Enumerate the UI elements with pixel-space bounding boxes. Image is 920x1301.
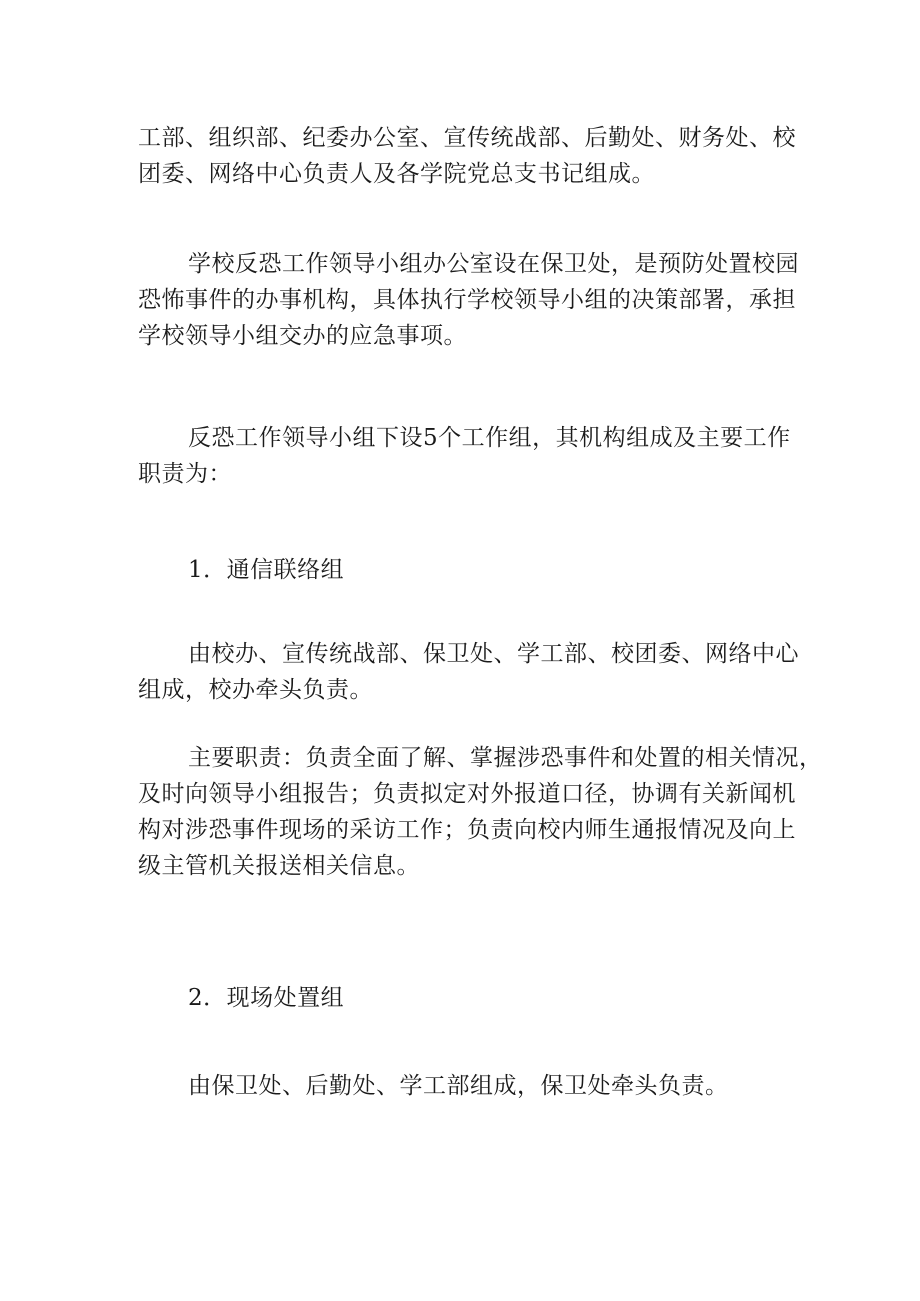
paragraph-members-continued: [138, 120, 796, 192]
text-line: 由校办、宣传统战部、保卫处、学工部、校团委、网络中心: [188, 641, 799, 667]
text-line: 学校领导小组交办的应急事项。: [138, 323, 467, 349]
heading-communication-group: [138, 552, 788, 588]
text-line: 团委、网络中心负责人及各学院党总支书记组成。: [138, 161, 655, 187]
text-line: 工部、组织部、纪委办公室、宣传统战部、后勤处、财务处、校: [138, 125, 796, 151]
paragraph-office: [138, 246, 799, 354]
paragraph-onsite-members: [138, 1068, 788, 1104]
paragraph-communication-duties: [138, 740, 823, 884]
text-line: 恐怖事件的办事机构，具体执行学校领导小组的决策部署，承担: [138, 287, 796, 313]
text-line: 反恐工作领导小组下设5个工作组，其机构组成及主要工作: [188, 425, 791, 451]
text-line: 1．通信联络组: [188, 557, 345, 583]
paragraph-working-groups: [138, 420, 791, 492]
text-line: 组成，校办牵头负责。: [138, 677, 373, 703]
text-line: 2．现场处置组: [188, 985, 345, 1011]
text-line: 由保卫处、后勤处、学工部组成，保卫处牵头负责。: [188, 1073, 729, 1099]
text-line: 级主管机关报送相关信息。: [138, 853, 420, 879]
text-line: 及时向领导小组报告；负责拟定对外报道口径，协调有关新闻机: [138, 781, 796, 807]
text-line: 构对涉恐事件现场的采访工作；负责向校内师生通报情况及向上: [138, 817, 796, 843]
paragraph-communication-members: [138, 636, 799, 708]
text-line: 职责为：: [138, 461, 232, 487]
text-line: 学校反恐工作领导小组办公室设在保卫处，是预防处置校园: [188, 251, 799, 277]
text-line: 主要职责：负责全面了解、掌握涉恐事件和处置的相关情况，: [188, 745, 823, 771]
heading-onsite-group: [138, 980, 788, 1016]
